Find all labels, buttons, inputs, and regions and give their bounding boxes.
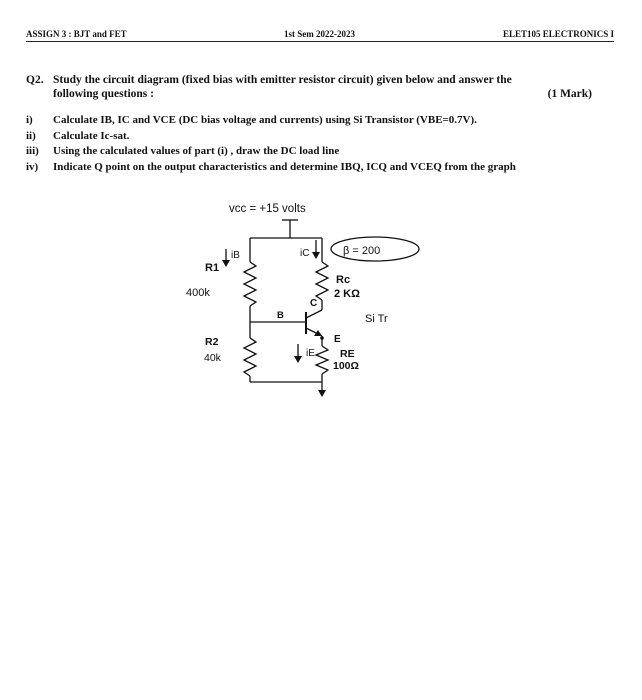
ic-arrowhead	[312, 252, 320, 259]
circuit-diagram	[170, 190, 440, 400]
item-text: Calculate Ic-sat.	[53, 129, 130, 142]
question-item	[26, 113, 516, 129]
beta-label: β = 200	[343, 245, 381, 257]
item-number: i)	[26, 114, 33, 126]
rc-resistor	[316, 262, 328, 300]
ie-arrowhead	[294, 356, 302, 363]
ib-arrowhead	[222, 260, 230, 267]
item-text: Calculate IB, IC and VCE (DC bias voltage and currents) using Si Transistor (VBE=0.7V).	[53, 114, 477, 126]
question-title	[26, 72, 512, 88]
ie-label: iE	[306, 348, 315, 359]
emitter-label: E	[334, 334, 341, 345]
question-line2: following questions :	[53, 88, 154, 100]
emitter-node	[320, 336, 324, 340]
base-label: B	[277, 310, 284, 321]
header-title: ELET105 ELECTRONICS I	[502, 29, 614, 39]
re-name: RE	[340, 348, 355, 360]
question-line1: Study the circuit diagram (fixed bias with emitter resistor circuit) given below and answer the	[53, 74, 512, 86]
r1-value: 400k	[186, 287, 210, 299]
item-number: ii)	[26, 129, 36, 142]
ic-label: iC	[300, 248, 310, 259]
r1-name: R1	[205, 262, 220, 274]
transistor-label: Si Tr	[365, 313, 388, 325]
re-resistor	[316, 346, 328, 374]
rc-name: Rc	[336, 274, 351, 286]
collector-label: C	[310, 298, 318, 309]
question-number: Q2.	[26, 74, 44, 86]
question-item	[26, 144, 516, 160]
r1-resistor	[244, 262, 256, 306]
rc-value: 2 KΩ	[334, 288, 360, 300]
re-value: 100Ω	[333, 360, 359, 372]
ib-label: iB	[231, 250, 240, 261]
question-items	[26, 113, 516, 175]
transistor-collector	[306, 310, 322, 318]
item-number: iii)	[26, 145, 39, 157]
r2-resistor	[244, 338, 256, 376]
ground-arrowhead	[318, 390, 326, 397]
item-text: Indicate Q point on the output characteristics and determine IBQ, ICQ and VCEQ from the graph	[53, 160, 516, 173]
vcc-label: vcc = +15 volts	[229, 203, 306, 215]
item-text: Using the calculated values of part (i) , draw the DC load line	[53, 145, 340, 157]
r2-name: R2	[205, 336, 219, 348]
header-divider	[26, 41, 614, 42]
header-semester: 1st Sem 2022-2023	[284, 29, 355, 39]
item-number: iv)	[26, 160, 39, 173]
header-course: ASSIGN 3 : BJT and FET	[26, 29, 127, 39]
question-item	[26, 129, 516, 145]
r2-value: 40k	[204, 352, 221, 364]
question-item	[26, 160, 516, 176]
question-marks: (1 Mark)	[547, 88, 592, 100]
